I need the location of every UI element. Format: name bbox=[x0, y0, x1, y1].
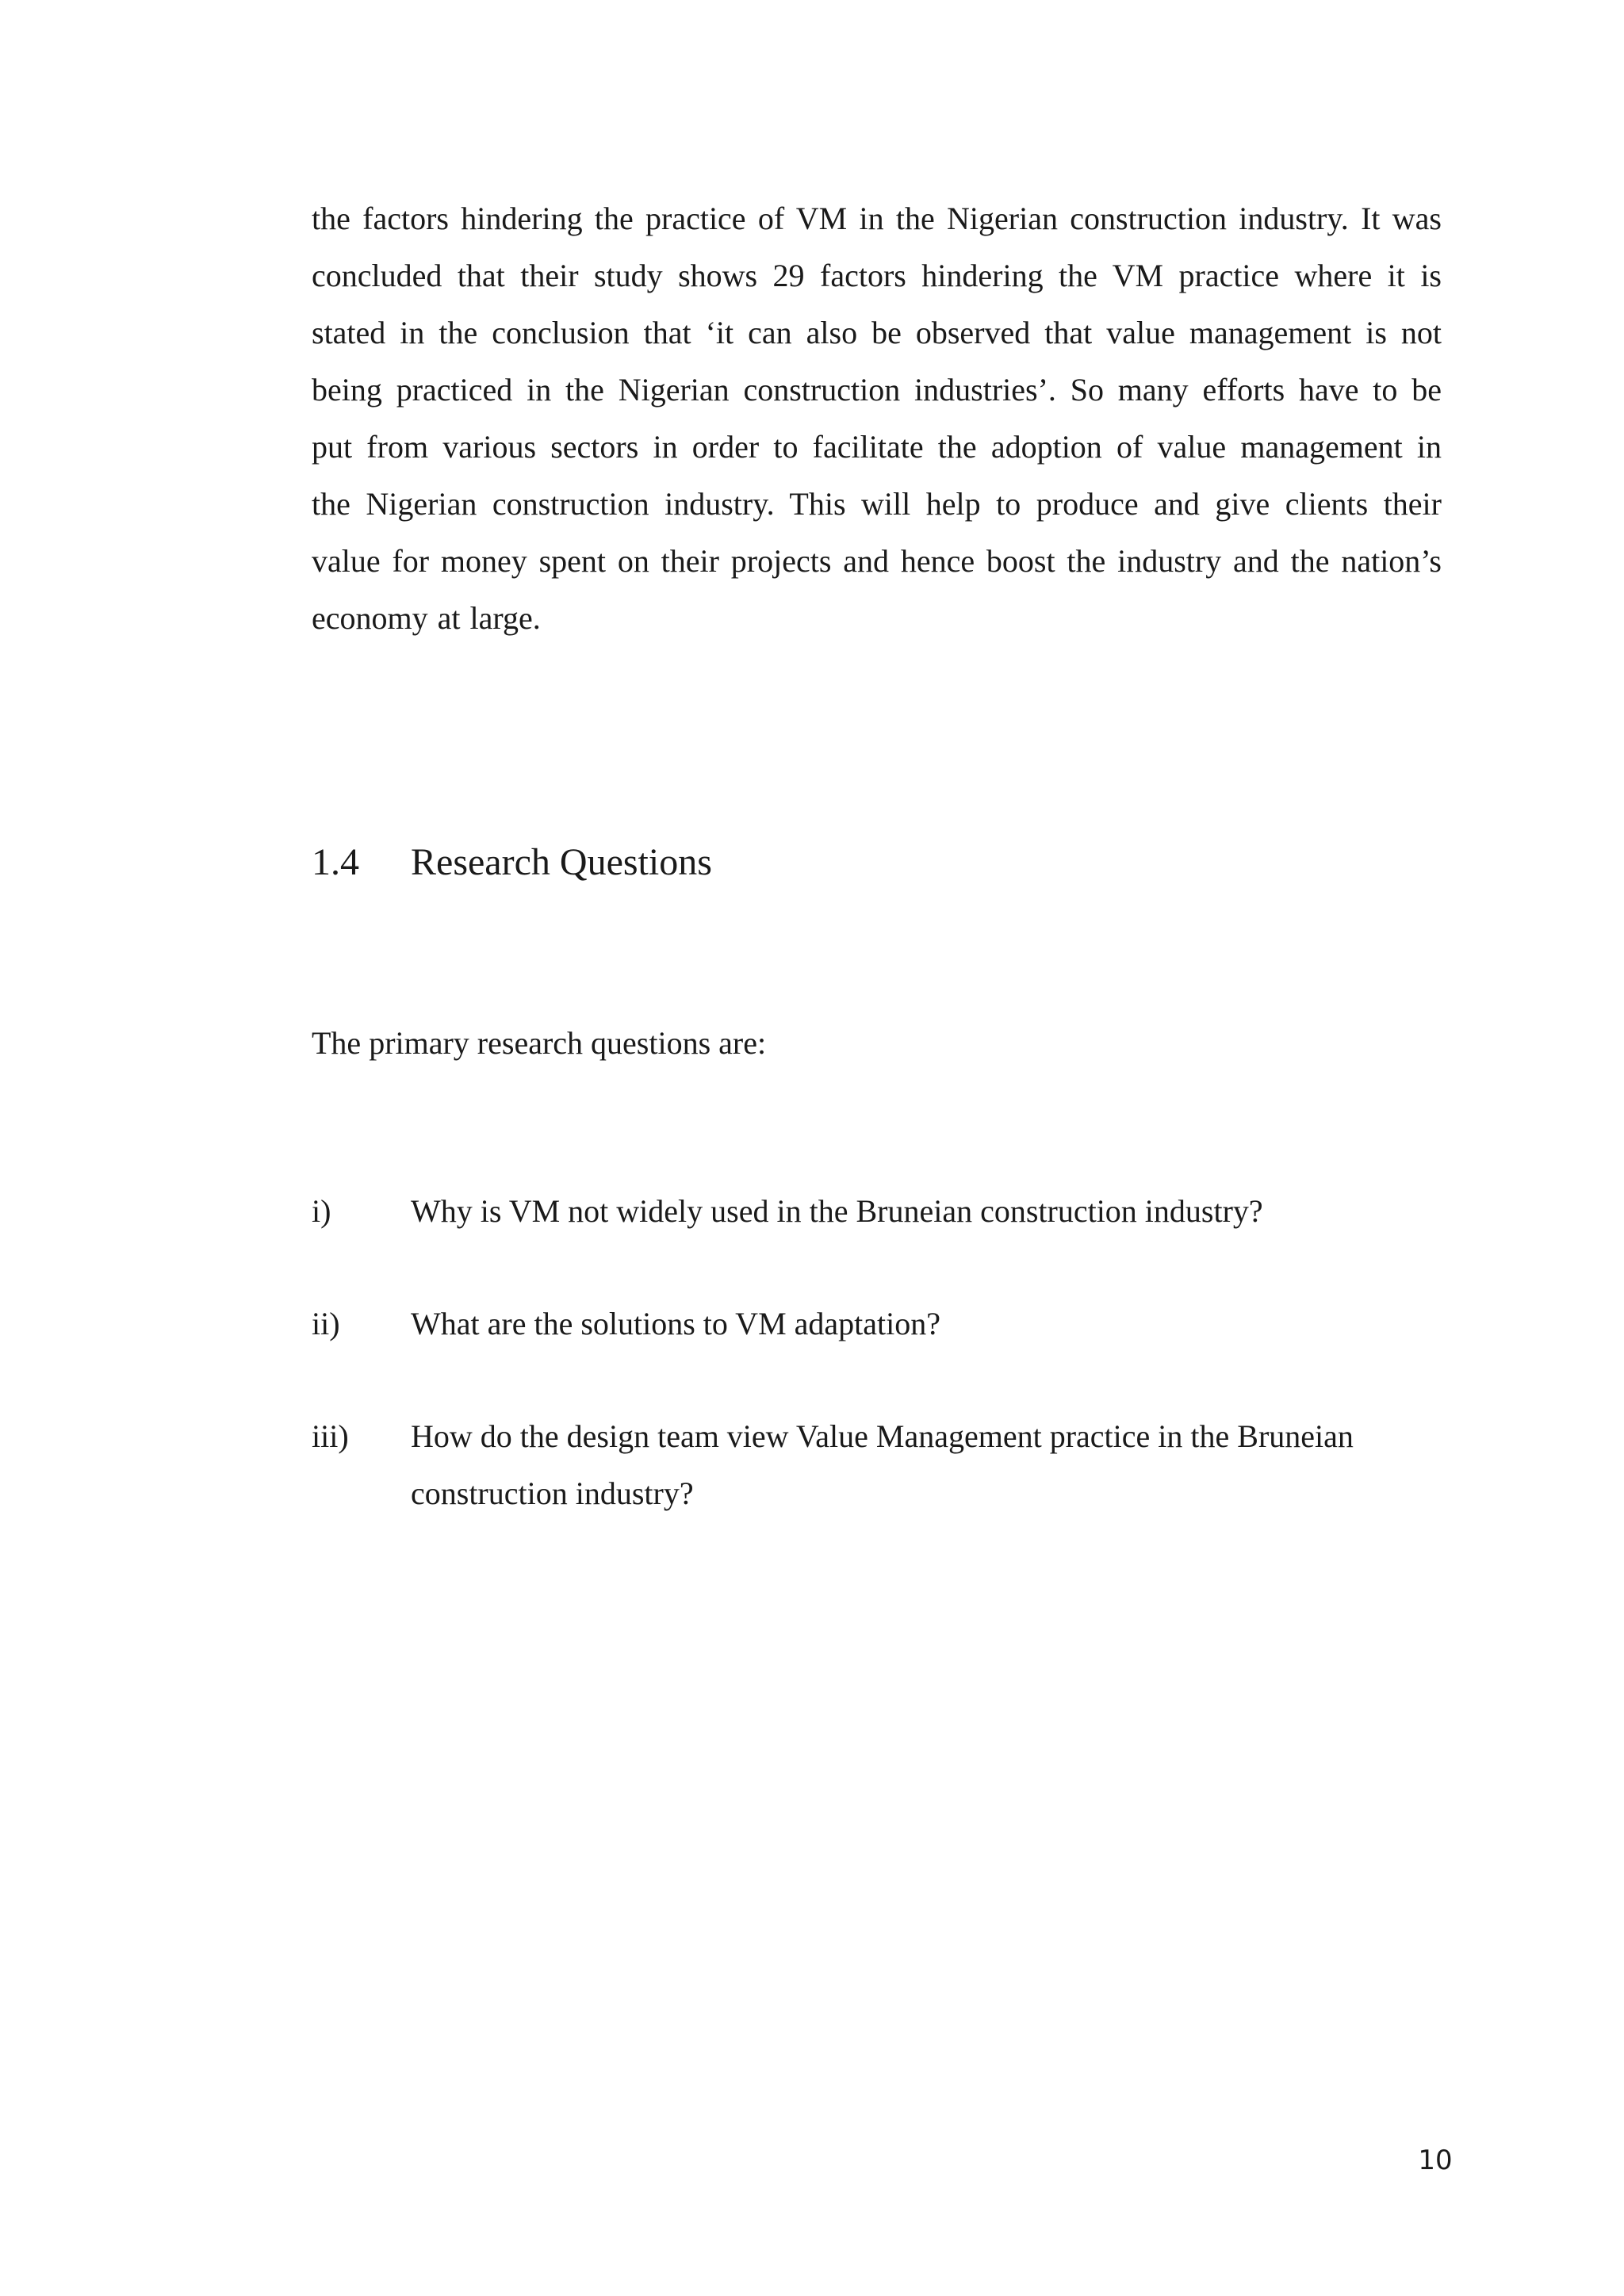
question-line: How do the design team view Value Management practice in the Bruneian bbox=[411, 1418, 1354, 1454]
section-heading bbox=[312, 834, 712, 891]
page-number: 10 bbox=[1418, 2145, 1453, 2176]
question-number: iii) bbox=[312, 1418, 349, 1454]
question-text bbox=[411, 1408, 1354, 1522]
paragraph-line: being practiced in the Nigerian construction industries’. So many efforts have to be bbox=[312, 372, 1442, 408]
question-text bbox=[411, 1183, 1263, 1240]
paragraph-line: the Nigerian construction industry. This will help to produce and give clients their bbox=[312, 486, 1442, 522]
question-line: What are the solutions to VM adaptation? bbox=[411, 1306, 940, 1341]
question-line: Why is VM not widely used in the Bruneian construction industry? bbox=[411, 1193, 1263, 1229]
paragraph-line: stated in the conclusion that ‘it can also be observed that value management is not bbox=[312, 315, 1442, 350]
intro-text: The primary research questions are: bbox=[312, 1025, 767, 1061]
question-text bbox=[411, 1295, 940, 1353]
paragraph-line: put from various sectors in order to facilitate the adoption of value management in bbox=[312, 429, 1442, 465]
section-title: Research Questions bbox=[411, 841, 712, 883]
body-paragraph bbox=[312, 190, 1442, 647]
section-number: 1.4 bbox=[312, 841, 359, 883]
paragraph-line: economy at large. bbox=[312, 600, 541, 636]
paragraph-line: the factors hindering the practice of VM in the Nigerian construction industry. It was bbox=[312, 201, 1442, 236]
question-number: i) bbox=[312, 1193, 331, 1229]
question-number: ii) bbox=[312, 1306, 340, 1341]
question-line: construction industry? bbox=[411, 1475, 694, 1511]
paragraph-line: concluded that their study shows 29 factors hindering the VM practice where it is bbox=[312, 258, 1442, 293]
paragraph-line: value for money spent on their projects and hence boost the industry and the nation’s bbox=[312, 543, 1442, 579]
